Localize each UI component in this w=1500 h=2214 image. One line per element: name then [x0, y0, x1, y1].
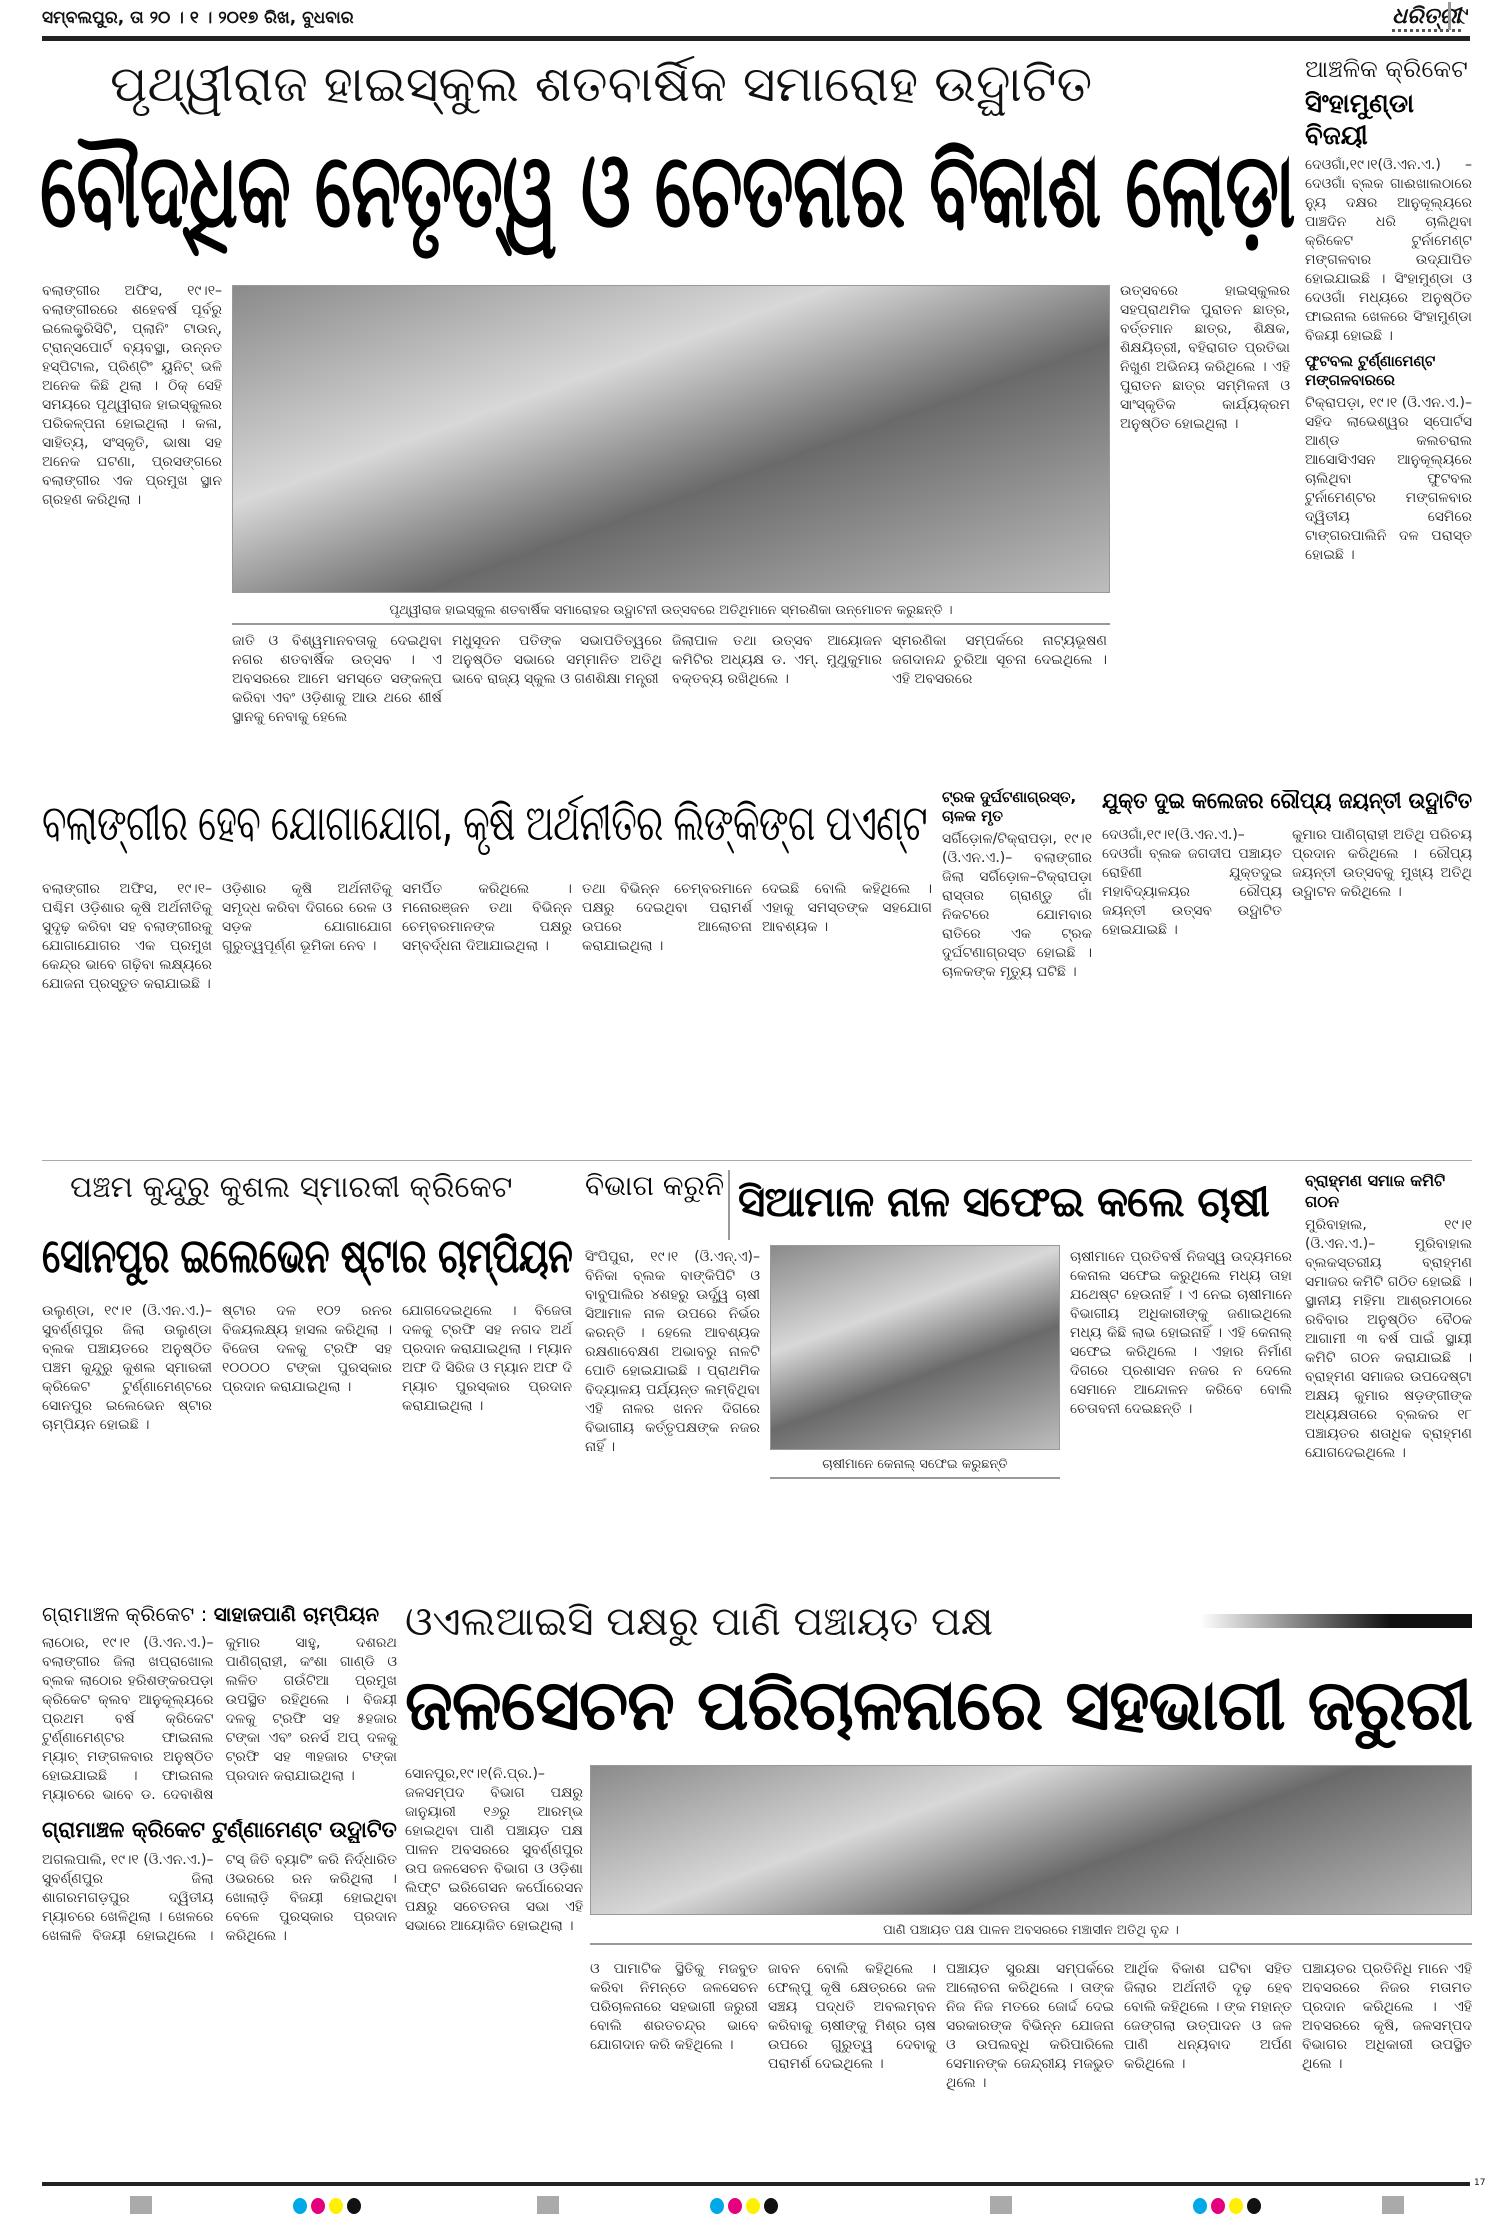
connectivity-col-3 — [402, 880, 572, 958]
paragraph: ସୋନପୁର,୧୯।୧(ନି.ପ୍ର.)– ଜଳସମ୍ପଦ ବିଭାଗ ପକ୍ଷରୁ ଜାନୁୟାରୀ ୧୬ରୁ ଆରମ୍ଭ ହୋଇଥିବା ପାଣି ପଞ୍ଚାୟତ ପକ୍ଷ ପାଳନ ଅବସରରେ ସୁବର୍ଣ୍ଣପୁର ଉପ ଜଳସେଚନ ବିଭାଗ ଓ ଓଡ଼ିଶା ଲିଫ୍ଟ ଇରିଗେସନ କର୍ପୋରେସନ ପକ୍ଷରୁ ସଚେତନତା ସଭା ଏହି ସଭାରେ ଆୟୋଜିତ ହୋଇଥିଲା । — [405, 1766, 583, 1934]
connectivity-headline-wrap — [42, 778, 927, 868]
cmyk-registration-mark — [1193, 2198, 1261, 2214]
sonepur-kicker-wrap — [70, 1168, 570, 1208]
rural-cricket-headline: ଗ୍ରାମାଞ୍ଚଳ କ୍ରିକେଟ ଟୁର୍ଣ୍ଣାମେଣ୍ଟ ଉଦ୍ଘାଟିତ — [42, 1819, 397, 1843]
paragraph: ଷ୍ଟାର ଦଳ ୧୦୨ ରନର ବିଜୟଲକ୍ଷ୍ୟ ହାସଲ କରିଥିଲା । ବିଜେତା ଦଳକୁ ଟ୍ରଫି ସହ ୧୦୦୦୦ ଟଙ୍କା ପୁରସ୍କାର ପ୍ରଦାନ କରାଯାଇଥିଲା । — [222, 1303, 392, 1395]
lead-kicker: ପୃଥ୍ୱୀରାଜ ହାଇସ୍କୁଲ ଶତବାର୍ଷିକ ସମାରୋହ ଉଦ୍ଘାଟିତ — [110, 55, 1093, 113]
paragraph: ଜାତି ଓ ବିଶ୍ୱମାନବତାକୁ ଦେଇଥିବା ନଗର ଶତବାର୍ଷିକ ଉତ୍ସବ । ଏ ଅବସରରେ ଆମେ ସମସ୍ତେ ସଙ୍କଳ୍ପ କରିବା ଏବଂ ଓଡ଼ିଶାକୁ ଆଉ ଥରେ ଶୀର୍ଷ ସ୍ଥାନକୁ ନେବାକୁ ହେଲେ — [232, 633, 442, 725]
lead-column-4 — [672, 632, 882, 691]
sahajpani-headline-line — [42, 1602, 379, 1626]
water-col-3 — [768, 1960, 936, 2076]
magenta-dot — [728, 2198, 742, 2214]
lead-column-6 — [1120, 282, 1290, 436]
water-col-6 — [1302, 1960, 1472, 2076]
water-kicker: ଓଏଲଆଇସି ପକ୍ଷରୁ ପାଣି ପଞ୍ଚାୟତ ପକ୍ଷ — [405, 1599, 994, 1645]
water-kicker-gradient-bar — [1200, 1614, 1472, 1628]
paragraph: ଅଗଲପାଲି, ୧୯।୧ (ଓି.ଏନ.ଏ.)– ସୁବର୍ଣ୍ଣପୁର ଜିଲା ଶାଗରମଗଡ଼ପୁର ଦ୍ୱିତୀୟ ମ୍ୟାଚରେ ଖେଳିଥିଲା । ଖେଳରେ ଖେଳାଳି ବିଜୟୀ ହୋଇଥିଲେ । ଟସ୍ ଜିତି ବ୍ୟାଟିଂ କରି ନିର୍ଦ୍ଧାରିତ ଓଭରରେ ରନ କରିଥିଲା । ଖୋଲାଡ଼ି ବିଜୟୀ ହୋଇଥିବା ବେଳେ ପୁରସ୍କାର ପ୍ରଦାନ କରିଥିଲେ । — [42, 1852, 397, 1944]
cmyk-registration-mark — [710, 2198, 778, 2214]
connectivity-col-5 — [762, 880, 932, 939]
black-dot — [764, 2198, 778, 2214]
paragraph: ତଥା ବିଭିନ୍ନ ଚେମ୍ବରମାନେ ପକ୍ଷରୁ ଦେଇଥିବା ପରାମର୍ଶ ଉପରେ ଆଲୋଚନା କରାଯାଇଥିଲା । — [582, 881, 752, 954]
paragraph: ଆର୍ଥିକ ବିକାଶ ଘଟିବା ସହିତ ଜିଲାର ଅର୍ଥନୀତି ଦୃଢ଼ ହେବ ବୋଲି କହିଥିଲେ । ଙ୍କ ମହାନ୍ତ ଜେଙ୍ଗଲା ଉତ୍ପାଦନ ଓ ଜଳ ପାଣି ଧନ୍ୟବାଦ ଅର୍ପଣ କରିଥିଲେ । — [1124, 1961, 1292, 2072]
sidebar-headline: ସିଂହାମୁଣ୍ଡା ବିଜୟୀ — [1305, 89, 1415, 151]
lead-headline-wrap — [40, 120, 1295, 260]
cyan-dot — [710, 2198, 724, 2214]
college-headline: ଯୁକ୍ତ ଦୁଇ କଲେଜର ରୌପ୍ୟ ଜୟନ୍ତୀ ଉଦ୍ଘାଟିତ — [1102, 790, 1472, 814]
masthead-rule — [42, 36, 1470, 41]
paragraph: ଚାଷୀମାନେ ପ୍ରତିବର୍ଷ ନିଜସ୍ୱ ଉଦ୍ୟମରେ କେନାଲ ସଫେଇ କରୁଥିଲେ ମଧ୍ୟ ତାହା ଯଥେଷ୍ଟ ହେଉନାହିଁ । ଏ ନେଇ ଚାଷୀମାନେ ବିଭାଗୀୟ ଅଧିକାରୀଙ୍କୁ ଜଣାଇଥିଲେ ମଧ୍ୟ କିଛି ଲାଭ ହୋଇନାହିଁ । ଏହି କେନାଲ୍ ସଫେଇ କରିଥିଲେ । ଏହାର ନିର୍ମାଣ ଦିଗରେ ପ୍ରଶାସନ ନଜର ନ ଦେଲେ ସେମାନେ ଆନ୍ଦୋଳନ କରିବେ ବୋଲି ଚେତାବନୀ ଦେଇଛନ୍ତି । — [1070, 1249, 1292, 1417]
sonepur-kicker: ପଞ୍ଚମ କୁନ୍ଦୁରୁ କୁଶଲ ସ୍ମାରକୀ କ୍ରିକେଟ — [70, 1170, 513, 1205]
paragraph: ଜାବନ ବୋଲି କହିଥିଲେ । ଫେଲ୍ପୁ କୃଷି କ୍ଷେତ୍ରରେ ଜଳ ସଞ୍ଚୟ ପଦ୍ଧତି ଅବଲମ୍ବନ କରିବାକୁ ଚାଷୀଙ୍କୁ ମିଶ୍ର ଚାଷ ଉପରେ ଗୁରୁତ୍ୱ ଦେବାକୁ ପରାମର୍ଶ ଦେଇଥିଲେ । — [768, 1961, 936, 2072]
yellow-dot — [746, 2198, 760, 2214]
paragraph: ମଧୁସୂଦନ ପତିଙ୍କ ସଭାପତିତ୍ୱରେ ଅନୁଷ୍ଠିତ ସଭାରେ ସମ୍ମାନିତ ଅତିଥି ଭାବେ ରାଜ୍ୟ ସ୍କୁଲ ଓ ଗଣଶିକ୍ଷା ମନ୍ତ୍ରୀ — [452, 633, 662, 687]
cyan-dot — [1193, 2198, 1207, 2214]
paragraph: ଦେଇଛି ବୋଲି କହିଥିଲେ । ଏହାକୁ ସମସ୍ତଙ୍କ ସହଯୋଗ ଆବଶ୍ୟକ । — [762, 881, 932, 935]
paragraph: କୁମାର ପାଣିଗ୍ରାହୀ ଅତିଥି ପରିଚୟ ପ୍ରଦାନ କରିଥିଲେ । ରୌପ୍ୟ ଜୟନ୍ତୀ ଉତ୍ସବକୁ ମୁଖ୍ୟ ଅତିଥି ଉଦ୍ଘାଟନ କରିଥିଲେ । — [1292, 827, 1472, 900]
lead-photo-caption: ପୃଥ୍ୱୀରାଜ ହାଇସ୍କୁଲ ଶତବାର୍ଷିକ ସମାରୋହର ଉଦ୍ଘାଟନୀ ଉତ୍ସବରେ ଅତିଥିମାନେ ସ୍ମରଣିକା ଉନ୍ମୋଚନ କରୁଛନ୍ତି । — [232, 602, 1110, 625]
truck-body — [942, 830, 1092, 984]
canal-col-1 — [585, 1248, 760, 1459]
canal-photo-caption: ଚାଷୀମାନେ କେନାଲ୍ ସଫେଇ କରୁଛନ୍ତି — [770, 1456, 1060, 1479]
lead-column-2 — [232, 632, 442, 729]
sidebar-body — [1305, 156, 1472, 348]
connectivity-headline: ବଲାଙ୍ଗୀର ହେବ ଯୋଗାଯୋଗ, କୃଷି ଅର୍ଥନୀତିର ଲିଙ୍କିଙ୍ଗ ପଏଣ୍ଟ — [42, 794, 927, 852]
paragraph: ଟିକ୍ରାପଡ଼ା, ୧୯।୧ (ଓି.ଏନ.ଏ.)– ସହିଦ ଲାଭେଶ୍ୱର ସ୍ପୋର୍ଟସ ଆଣ୍ଡ କଲଚରାଲ ଆସୋସିଏସନ ଆନୁକୂଲ୍ୟରେ ଚାଲିଥିବା ଫୁଟବଲ ଟୁର୍ନାମେଣ୍ଟର ମଙ୍ଗଳବାର ଦ୍ୱିତୀୟ ସେମିରେ ଟାଙ୍ଗରପାଲିନି ଦଳ ପରାସ୍ତ ହୋଇଛି । — [1305, 395, 1472, 563]
brahmin-story — [1305, 1170, 1472, 1465]
sahajpani-headline-a: ଗ୍ରାମାଞ୍ଚଳ କ୍ରିକେଟ : — [42, 1602, 214, 1626]
sheet-number: 17 — [1474, 2178, 1486, 2188]
canal-photo — [770, 1245, 1060, 1450]
canal-headline-wrap — [738, 1172, 1293, 1232]
page-number: ୯ — [1448, 2, 1469, 30]
paragraph: ଜିଲାପାଳ ତଥା ଉତ୍ସବ ଆୟୋଜନ କମିଟିର ଅଧ୍ୟକ୍ଷ ଡ. ଏମ୍. ମୁଥୁକୁମାର ବକ୍ତବ୍ୟ ରଖିଥିଲେ । — [672, 633, 882, 687]
sahajpani-headline — [42, 1602, 397, 1626]
paragraph: ବଲାଙ୍ଗୀର ଅଫିସ, ୧୯।୧– ପଶ୍ଚିମ ଓଡ଼ିଶାର କୃଷି ଅର୍ଥନୀତିକୁ ସୁଦୃଢ଼ କରିବା ସହ ବଲାଙ୍ଗୀରକୁ ଯୋଗାଯୋଗର ଏକ ପ୍ରମୁଖ କେନ୍ଦ୍ର ଭାବେ ଗଢ଼ିବା ଲକ୍ଷ୍ୟରେ ଯୋଜନା ପ୍ରସ୍ତୁତ କରାଯାଇଛି । — [42, 881, 212, 992]
water-headline-wrap — [405, 1650, 1472, 1760]
canal-kicker-divider — [728, 1170, 730, 1240]
paragraph: ଦେଓଗାଁ,୧୯।୧(ଓି.ଏନ.ଏ.) –ଦେଓଗାଁ ବ୍ଲକ ଗାଈଖାଲଠାରେ ନ୍ୟୁ ଦକ୍ଷର ଆନୁକୂଲ୍ୟରେ ପାଞ୍ଚଦିନ ଧରି ଚାଲିଥିବା କ୍ରିକେଟ ଟୁର୍ନାମେଣ୍ଟ ମଙ୍ଗଳବାର ଉଦ୍ଯାପିତ ହୋଇଯାଇଛି । ସିଂହାମୁଣ୍ଡା ଓ ଦେଓଗାଁ ମଧ୍ୟରେ ଅନୁଷ୍ଠିତ ଫାଇନାଲ ଖେଳରେ ସିଂହାମୁଣ୍ଡା ବିଜୟୀ ହୋଇଛି । — [1305, 157, 1472, 344]
sonepur-col-2 — [222, 1302, 392, 1399]
footer-rule — [42, 2182, 1470, 2186]
sonepur-headline: ସୋନପୁର ଇଲେଭେନ ଷ୍ଟାର ଚାମ୍ପିୟନ — [42, 1228, 572, 1284]
paragraph: ବଲାଙ୍ଗୀର ଅଫିସ, ୧୯।୧– ବଲାଙ୍ଗୀରରେ ଶହେବର୍ଷ ପୂର୍ବରୁ ଇଲେକ୍ଟ୍ରିସିଟି, ପ୍ଲାନିଂ ଟାଉନ୍, ଟ୍ରାନ୍ସପୋର୍ଟ ବ୍ୟବସ୍ଥା, ଉନ୍ନତ ହସ୍ପିଟାଲ, ପ୍ରିଣ୍ଟିଂ ୟୁନିଟ୍ ଭଳି ଅନେକ କିଛି ଥିଲା । ଠିକ୍ ସେହି ସମୟରେ ପୃଥ୍ୱୀରାଜ ହାଇସ୍କୁଲର ପରିକଳ୍ପନା ହୋଇଥିଲା । କଳା, ସାହିତ୍ୟ, ସଂସ୍କୃତି, ଭାଷା ସହ ଅନେକ ଘଟଣା, ପ୍ରସଙ୍ଗରେ ବଲାଙ୍ଗୀର ଏକ ପ୍ରମୁଖ ସ୍ଥାନ ଗ୍ରହଣ କରିଥିଲା । — [42, 283, 222, 508]
dateline-wrap — [42, 8, 942, 28]
paragraph: ଓ ପାମାଟିକ ସ୍ଥିତିକୁ ମଜବୁତ କରିବା ନିମନ୍ତେ ଜଳସେଚନ ପରିଚାଳନାରେ ସହଭାଗୀ ଜରୁରୀ ବୋଲି ଶରତଚନ୍ଦ୍ର ଭାବେ ଯୋଗଦାନ କରି କହିଥିଲେ । — [590, 1961, 758, 2053]
water-photo-caption: ପାଣି ପଞ୍ଚାୟତ ପକ୍ଷ ପାଳନ ଅବସରରେ ମଞ୍ଚାସୀନ ଅତିଥି ବୃନ୍ଦ । — [590, 1922, 1472, 1945]
rural-cricket-body — [42, 1851, 397, 1947]
water-col-4 — [946, 1960, 1114, 2095]
black-dot — [1247, 2198, 1261, 2214]
paragraph: ସମର୍ପିତ କରିଥିଲେ । ମନୋରଞ୍ଜନ ତଥା ବିଭିନ୍ନ ଚେମ୍ବରମାନଙ୍କ ପକ୍ଷରୁ ସମ୍ବର୍ଦ୍ଧନା ଦିଆଯାଇଥିଲା । — [402, 881, 572, 954]
paragraph: ସ୍ମରଣିକା ସମ୍ପର୍କରେ ନାଟ୍ୟଭୂଷଣ ଜଗଦାନନ୍ଦ ଚୁରିଆ ସୂଚନା ଦେଇଥିଲେ । ଏହି ଅବସରରେ — [892, 633, 1107, 687]
paragraph: ଓଡ଼ିଶାର କୃଷି ଅର୍ଥନୀତିକୁ ସମୃଦ୍ଧ କରିବା ଦିଗରେ ରେଳ ଓ ସଡ଼କ ଯୋଗାଯୋଗ ଗୁରୁତ୍ୱପୂର୍ଣ୍ଣ ଭୂମିକା ନେବ । — [222, 881, 392, 954]
lead-headline: ବୌଦ୍ଧିକ ନେତୃତ୍ୱ ଓ ଚେତନାର ବିକାଶ ଲୋଡ଼ା — [40, 129, 1295, 251]
sidebar-kicker: ଆଞ୍ଚଳିକ କ୍ରିକେଟ — [1305, 55, 1468, 83]
sidebar-kicker-wrap — [1305, 54, 1472, 84]
college-col-2 — [1292, 826, 1472, 904]
sonepur-headline-wrap — [42, 1216, 572, 1296]
college-col-1 — [1102, 826, 1282, 942]
paragraph: ସର୍ଗିଡ଼ୋଳ/ଟିକ୍ରାପଡ଼ା, ୧୯।୧ (ଓି.ଏନ.ଏ.)– ବଲାଙ୍ଗୀର ଜିଲା ସର୍ଗିଡ଼ୋଳ–ଟିକ୍ରାପଡ଼ା ରାସ୍ତାର ଗ୍ରାଣ୍ଡୁ ଗାଁ ନିକଟରେ ଯୋମବାର ରାତିରେ ଏକ ଟ୍ରକ ଦୁର୍ଘଟଣାଗ୍ରସ୍ତ ହୋଇଛି । ଚାଳକଙ୍କ ମୃତ୍ୟୁ ଘଟିଛି । — [942, 831, 1092, 980]
sidebar-body-2 — [1305, 394, 1472, 567]
registration-gray-mark — [990, 2196, 1012, 2214]
sahajpani-body — [42, 1634, 397, 1805]
paragraph: ଯୋଗଦେଇଥିଲେ । ବିଜେତା ଦଳକୁ ଟ୍ରଫି ସହ ନଗଦ ଅର୍ଥ ପ୍ରଦାନ କରାଯାଇଥିଲା । ମ୍ୟାନ ଅଫ ଦି ସିରିଜ ଓ ମ୍ୟାନ ଅଫ ଦି ମ୍ୟାଚ ପୁରସ୍କାର ପ୍ରଦାନ କରାଯାଇଥିଲା । — [402, 1303, 572, 1414]
lead-column-3 — [452, 632, 662, 691]
rural-cricket-headline-wrap — [42, 1819, 397, 1843]
connectivity-col-1 — [42, 880, 212, 996]
sonepur-col-3 — [402, 1302, 572, 1418]
sonepur-col-1 — [42, 1302, 212, 1437]
cyan-dot — [293, 2198, 307, 2214]
water-col-5 — [1124, 1960, 1292, 2076]
yellow-dot — [1229, 2198, 1243, 2214]
lead-column-1 — [42, 282, 222, 512]
yellow-dot — [329, 2198, 343, 2214]
registration-gray-mark — [537, 2196, 559, 2214]
paragraph: ମୁରିବାହାଲ, ୧୯।୧ (ଓି.ଏନ.ଏ.)– ମୁରିବାହାଲ ବ୍ଲକସ୍ତରୀୟ ବ୍ରାହ୍ମଣ ସମାଜର କମିଟି ଗଠିତ ହୋଇଛି । ସ୍ଥାନୀୟ ମହିମା ଆଶ୍ରମଠାରେ ରବିବାର ଅନୁଷ୍ଠିତ ବୈଠକ ଆଗାମୀ ୩ ବର୍ଷ ପାଇଁ ସ୍ଥାୟୀ କମିଟି ଗଠନ କରାଯାଇଛି । ବ୍ରାହ୍ମଣ ସମାଜର ଉପଦେଷ୍ଟା ଅକ୍ଷୟ କୁମାର ଷଡ଼ଙ୍ଗୀଙ୍କ ଅଧ୍ୟକ୍ଷତାରେ ବ୍ଲକର ୧୮ ପଞ୍ଚାୟତର ଶତାଧିକ ବ୍ରାହ୍ମଣ ଯୋଗଦେଇଥିଲେ । — [1305, 1217, 1472, 1461]
registration-gray-mark — [130, 2196, 152, 2214]
canal-kicker: ବିଭାଗ କରୁନି — [585, 1169, 725, 1202]
truck-headline: ଟ୍ରକ ଦୁର୍ଘଟଣାଗ୍ରସ୍ତ, ଚାଳକ ମୃତ — [942, 788, 1077, 825]
magenta-dot — [1211, 2198, 1225, 2214]
sahajpani-headline-b: ସାହାଜପାଣି ଚାମ୍ପିୟନ — [213, 1602, 380, 1626]
water-col-1 — [405, 1765, 583, 1938]
lead-photo — [232, 285, 1110, 593]
dateline: ସମ୍ବଲପୁର, ତା ୨୦ । ୧ । ୨୦୧୭ ରିଖ, ବୁଧବାର — [42, 8, 354, 28]
paragraph: ପଞ୍ଚାୟତର ପ୍ରତିନିଧି ମାନେ ଏହି ଅବସରରେ ନିଜର ମତାମତ ପ୍ରଦାନ କରିଥିଲେ । ଏହି ଅବସରରେ କୃଷି, ଜଳସମ୍ପଦ ବିଭାଗର ଅଧିକାରୀ ଉପସ୍ଥିତ ଥିଲେ । — [1302, 1961, 1472, 2072]
canal-col-2 — [1070, 1248, 1292, 1421]
newspaper-logo: ଧରିତ୍ରୀ — [1392, 4, 1461, 32]
paragraph: ଉଲୁଣ୍ଡା, ୧୯।୧ (ଓି.ଏନ.ଏ.)– ସୁବର୍ଣ୍ଣପୁର ଜିଲା ଉଲୁଣ୍ଡା ବ୍ଲକ ପଞ୍ଚାୟତରେ ଅନୁଷ୍ଠିତ ପଞ୍ଚମ କୁନ୍ଦୁରୁ କୁଶଲ ସ୍ମାରକୀ କ୍ରିକେଟ ଟୁର୍ଣ୍ଣାମେଣ୍ଟରେ ସୋନପୁର ଇଲେଭେନ ଷ୍ଟାର ଚାମ୍ପିୟନ ହୋଇଛି । — [42, 1303, 212, 1433]
paragraph: ଲାଠୋର, ୧୯।୧ (ଓି.ଏନ.ଏ.)– ବଲାଙ୍ଗୀର ଜିଲା ଖପ୍ରାଖୋଲ ବ୍ଲକ ଲାଠୋର ହରିଶଙ୍କରପଡ଼ା କ୍ରିକେଟ କ୍ଲବ ଆନୁକୂଲ୍ୟରେ ପ୍ରଥମ ବର୍ଷ କ୍ରିକେଟ ଟୁର୍ଣ୍ଣାମେଣ୍ଟର ଫାଇନାଲ ମ୍ୟାଚ୍ ମଙ୍ଗଳବାର ଅନୁଷ୍ଠିତ ହୋଇଯାଇଛି । ଫାଇନାଲ ମ୍ୟାଚରେ ଭାବେ ଡ. ଦେବାଶିଷ କୁମାର ସାହୁ, ଦଶରଥ ପାଣିଗ୍ରାହୀ, କଂଶା ଗାଣ୍ଡି ଓ ଲଳିତ ଗଉଁଟିଆ ପ୍ରମୁଖ ଉପସ୍ଥିତ ରହିଥିଲେ । ବିଜୟୀ ଦଳକୁ ଟ୍ରଫି ସହ ୫ହଜାର ଟଙ୍କା ଏବଂ ରନର୍ସ ଅପ୍ ଦଳକୁ ଟ୍ରଫି ସହ ୩ହଜାର ଟଙ୍କା ପ୍ରଦାନ କରାଯାଇଥିଲା । — [42, 1635, 397, 1803]
left-bottom-stories — [42, 1602, 397, 1947]
lead-kicker-wrap — [110, 52, 1270, 116]
paragraph: ଉତ୍ସବରେ ହାଇସ୍କୁଲର ସହପ୍ରାଥମିକ ପୁରାତନ ଛାତ୍ର, ବର୍ତ୍ତମାନ ଛାତ୍ର, ଶିକ୍ଷକ, ଶିକ୍ଷୟିତ୍ରୀ, ବହିରାଗତ ପ୍ରତିଭା ନିଖୁଣ ଅଭିନୟ କରିଥିଲେ । ଏହି ପୁରାତନ ଛାତ୍ର ସମ୍ମିଳନୀ ଓ ସାଂସ୍କୃତିକ କାର୍ଯ୍ୟକ୍ରମ ଅନୁଷ୍ଠିତ ହୋଇଥିଲା । — [1120, 283, 1290, 432]
paragraph: ସିଂପିପୁରା, ୧୯।୧ (ଓି.ଏନ୍.ଏ)– ବିନିକା ବ୍ଲକ ବାଙ୍କିପିଟି ଓ ବାବୁପାଲିର ୪ଶହରୁ ଊର୍ଦ୍ଧ୍ୱ ଚାଷୀ ସିଆମାଳ ନାଳ ଉପରେ ନିର୍ଭର କରନ୍ତି । ହେଲେ ଆବଶ୍ୟକ ରକ୍ଷଣାବେକ୍ଷଣ ଅଭାବରୁ ନାଳଟି ପୋତି ହୋଇଯାଇଛି । ପ୍ରାଥମିକ ବିଦ୍ୟାଳୟ ପର୍ଯ୍ୟନ୍ତ ଲମ୍ବିଥିବା ଏହି ନାଳର ଖନନ ଦିଗରେ ବିଭାଗୀୟ କର୍ତ୍ତୃପକ୍ଷଙ୍କ ନଜର ନାହିଁ । — [585, 1249, 760, 1455]
section-divider — [42, 1160, 1472, 1161]
sidebar-cricket — [1305, 54, 1472, 567]
magenta-dot — [311, 2198, 325, 2214]
brahmin-headline: ବ୍ରାହ୍ମଣ ସମାଜ କମିଟି ଗଠନ — [1305, 1171, 1446, 1211]
lead-column-5 — [892, 632, 1107, 691]
water-col-2 — [590, 1960, 758, 2057]
truck-story — [942, 788, 1092, 984]
college-headline-wrap — [1102, 790, 1472, 814]
sidebar-subhead: ଫୁଟବଲ ଟୁର୍ଣ୍ଣାମେଣ୍ଟ ମଙ୍ଗଳବାରରେ — [1305, 352, 1436, 389]
cmyk-registration-mark — [293, 2198, 361, 2214]
brahmin-body — [1305, 1216, 1472, 1465]
water-headline: ଜଳସେଚନ ପରିଚାଳନାରେ ସହଭାଗୀ ଜରୁରୀ — [405, 1664, 1472, 1746]
connectivity-col-4 — [582, 880, 752, 958]
black-dot — [347, 2198, 361, 2214]
canal-headline: ସିଆମାଳ ନାଳ ସଫେଇ କଲେ ଚାଷୀ — [738, 1177, 1269, 1226]
paragraph: ପଞ୍ଚାୟତ ସୁରକ୍ଷା ସମ୍ପର୍କରେ ଆଲୋଚନା କରିଥିଲେ । ତାଙ୍କ ନିଜ ନିଜ ମତରେ ଜୋର୍ଦ୍ଦ ଦେଇ ସରକାରଙ୍କ ବିଭିନ୍ନ ଯୋଜନା ଓ ଉପଲବ୍ଧି କରିପାରିଲେ ସେମାନଙ୍କ ଜେନ୍ଦ୍ରୀୟ ମଜଭୁତ ଥିଲେ । — [946, 1961, 1114, 2091]
paragraph: ଦେଓଗାଁ,୧୯।୧(ଓି.ଏନ.ଏ.)–ଦେଓଗାଁ ବ୍ଲକ ଜଗଦୀପ ପଞ୍ଚାୟତ ରୋହିଣୀ ଯୁକ୍ତଦୁଇ ମହାବିଦ୍ୟାଳୟର ରୌପ୍ୟ ଜୟନ୍ତୀ ଉତ୍ସବ ଉଦ୍ଘାଟିତ ହୋଇଯାଇଛି । — [1102, 827, 1282, 938]
connectivity-col-2 — [222, 880, 392, 958]
water-photo — [590, 1765, 1472, 1915]
registration-gray-mark — [1382, 2196, 1404, 2214]
water-kicker-wrap — [405, 1596, 1190, 1648]
